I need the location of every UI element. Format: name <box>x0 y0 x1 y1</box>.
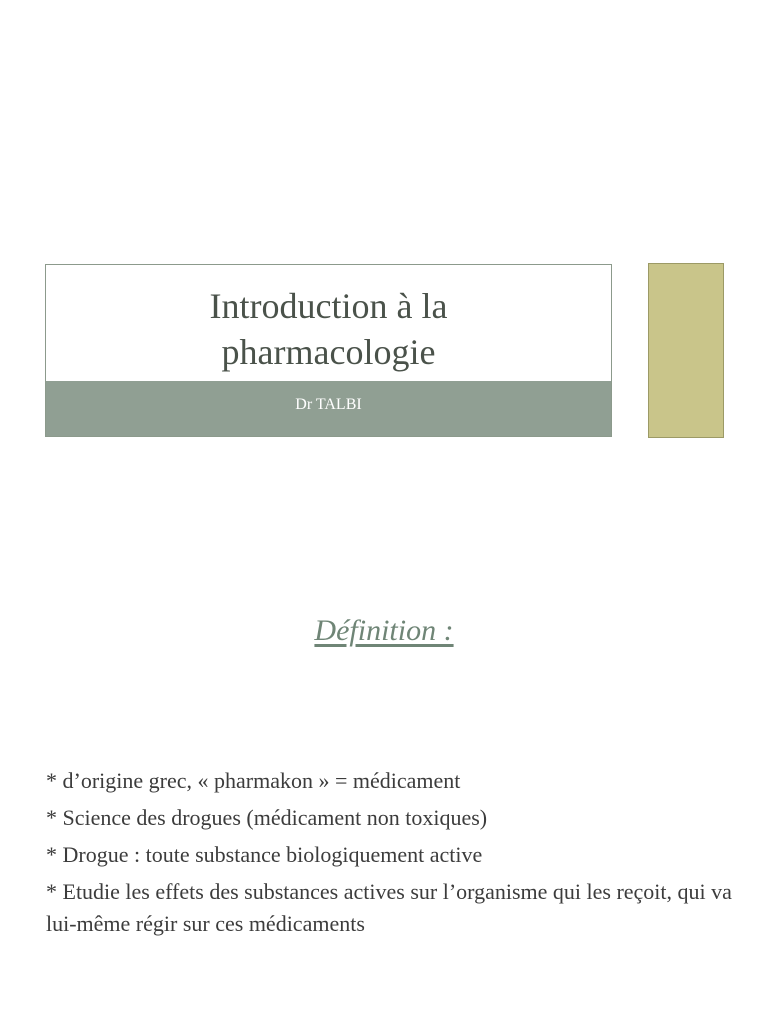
subtitle-band <box>46 381 611 436</box>
slide-subtitle: Dr TALBI <box>295 396 362 413</box>
accent-block <box>648 263 724 438</box>
title-line-2: pharmacologie <box>221 332 436 372</box>
bullet-item: * Etudie les effets des substances actives sur l’organisme qui les reçoit, qui va lui-même régir sur ces médicaments <box>46 879 732 936</box>
title-line-1: Introduction à la <box>209 286 448 326</box>
title-box <box>45 264 612 437</box>
bullet-item: * Drogue : toute substance biologiquement active <box>46 842 483 867</box>
bullet-item: * Science des drogues (médicament non toxiques) <box>46 805 488 830</box>
bullet-item: * d’origine grec, « pharmakon » = médicament <box>46 768 461 793</box>
bullet-list <box>46 765 736 945</box>
definition-heading <box>0 614 768 648</box>
definition-heading-text: Définition : <box>314 614 454 647</box>
slide-title <box>46 283 611 375</box>
